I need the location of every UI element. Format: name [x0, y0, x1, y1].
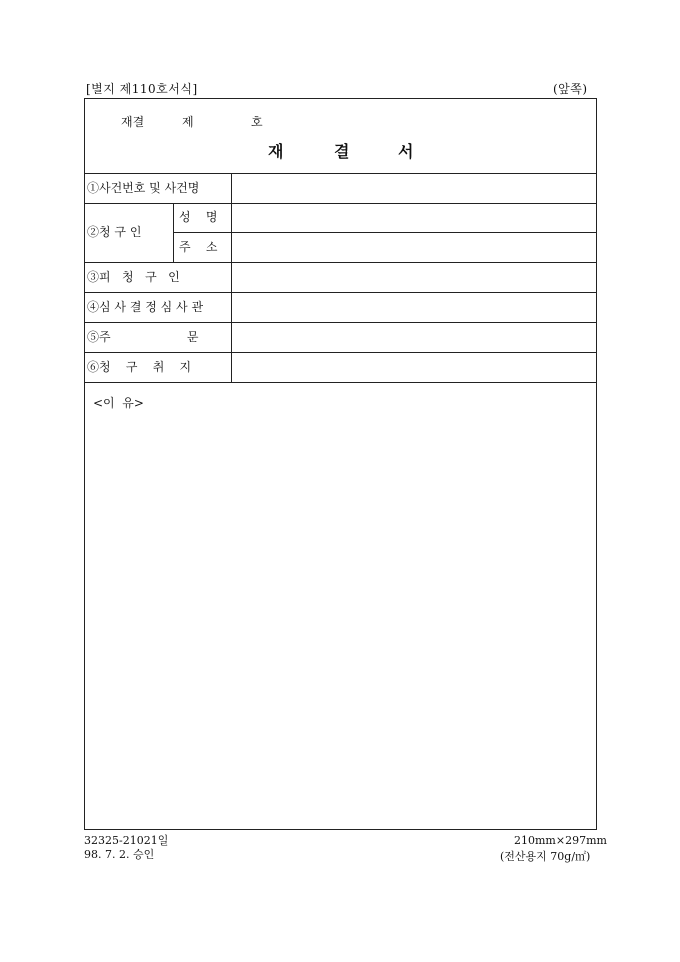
- row-divider: [173, 232, 596, 233]
- form-number: [별지 제110호서식]: [86, 82, 198, 96]
- decision-number-suffix: 호: [251, 115, 263, 129]
- decision-number-prefix: 제: [182, 115, 194, 129]
- case-label: ①사건번호 및 사건명: [87, 181, 200, 195]
- claimant-address-label: 주 소: [179, 240, 218, 254]
- row-divider: [85, 203, 596, 204]
- page-side-label: (앞쪽): [553, 82, 588, 96]
- claim-purpose-label: ⑥청 구 취 지: [87, 360, 192, 374]
- reason-label: <이 유>: [93, 396, 144, 410]
- document-title-char-3: 서: [398, 142, 416, 161]
- row-divider: [85, 262, 596, 263]
- column-divider: [231, 173, 232, 382]
- form-code: 32325-21021일: [84, 834, 169, 847]
- row-divider: [85, 322, 596, 323]
- row-divider: [85, 352, 596, 353]
- examiner-label: ④심 사 결 정 심 사 관: [87, 300, 204, 314]
- column-divider: [173, 203, 174, 262]
- row-divider: [85, 173, 596, 174]
- document-title-char-2: 결: [334, 142, 352, 161]
- respondent-label: ③피 청 구 인: [87, 270, 180, 284]
- approval-date: 98. 7. 2. 승인: [84, 848, 155, 861]
- row-divider: [85, 382, 596, 383]
- claimant-label: ②청 구 인: [87, 225, 142, 239]
- document-title-char-1: 재: [268, 142, 286, 161]
- order-label: ⑤주 문: [87, 330, 199, 344]
- row-divider: [85, 292, 596, 293]
- decision-number-label: 재결: [121, 115, 145, 129]
- paper-size: 210mm×297mm: [514, 834, 607, 847]
- claimant-name-label: 성 명: [179, 210, 218, 224]
- form-frame: [84, 98, 597, 830]
- paper-type: (전산용지 70g/㎡): [500, 850, 591, 863]
